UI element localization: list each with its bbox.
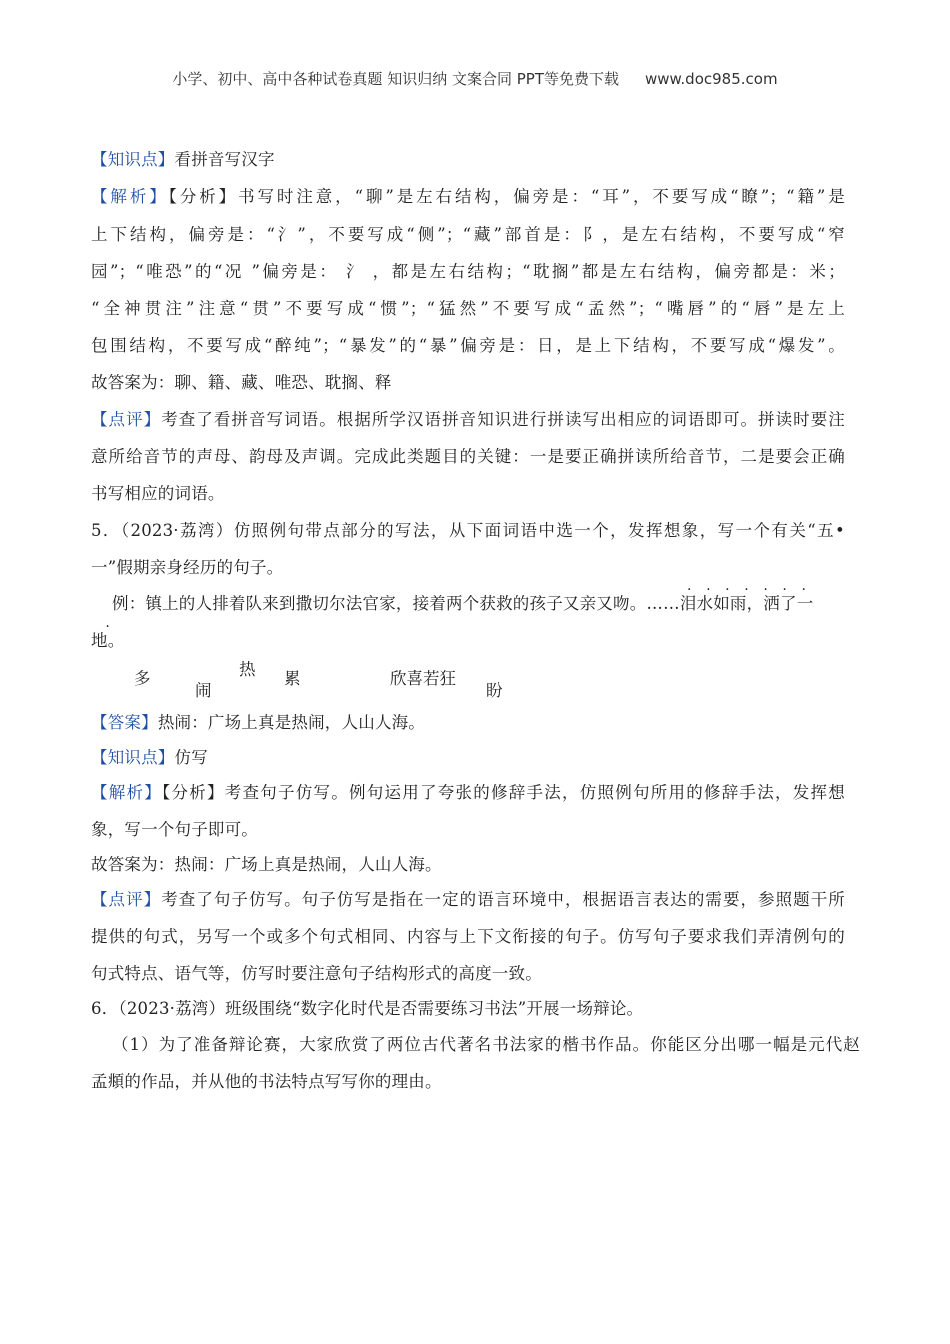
q4-comment-line: 书写相应的词语。: [91, 484, 225, 503]
comment-tag: 【点评】: [91, 410, 162, 429]
q5-comment-line: 提供的句式，另写一个或多个句式相同、内容与上下文衔接的句子。仿写句子要求我们弄清例句的: [91, 927, 845, 946]
q4-knowledge-line: [91, 146, 275, 170]
q6-sub-line: 孟頫的作品，并从他的书法特点写写你的理由。: [91, 1072, 442, 1091]
q4-analysis-line: [91, 183, 845, 207]
analysis-text: 书写时注意，“聊”是左右结构，偏旁是：“耳”，不要写成“瞭”；“籍”是: [238, 187, 845, 206]
analysis-sub: 【分析】: [162, 783, 225, 802]
knowledge-text: 仿写: [174, 748, 208, 767]
word-option: 累: [284, 669, 301, 688]
q5-example-end: [91, 615, 125, 651]
header-url[interactable]: www.doc985.com: [644, 70, 778, 88]
q5-final-answer: 故答案为：热闹：广场上真是热闹，人山人海。: [91, 855, 442, 874]
example-dotted-text: 泪水如雨，洒了一: [679, 594, 814, 613]
comment-text: 考查了看拼音写词语。根据所学汉语拼音知识进行拼读写出相应的词语即可。拼读时要注: [161, 410, 845, 429]
q6-stem: 6．（2023·荔湾）班级围绕“数字化时代是否需要练习书法”开展一场辩论。: [91, 999, 644, 1018]
q4-analysis-line: 上下结构，偏旁是：“氵”，不要写成“侧”；“藏”部首是：阝，是左右结构，不要写成“窄: [91, 225, 845, 244]
example-dotted: [679, 578, 814, 613]
q5-comment-line: [91, 886, 845, 910]
q6-sub-line: （1）为了准备辩论赛，大家欣赏了两位古代著名书法家的楷书作品。你能区分出哪一幅是元代赵: [112, 1035, 860, 1054]
q5-stem-line: 一”假期亲身经历的句子。: [91, 558, 284, 577]
answer-text: 热闹：广场上真是热闹，人山人海。: [157, 713, 426, 732]
q4-analysis-line: 园”；“唯恐”的“况 ”偏旁是： 氵 ，都是左右结构；“耽搁”都是左右结构，偏旁都是：米；: [91, 262, 845, 281]
q5-answer-line: [91, 709, 425, 733]
q5-analysis-line: 象，写一个句子即可。: [91, 820, 258, 839]
q4-comment-line: [91, 406, 845, 430]
word-option: 热: [239, 660, 256, 679]
q5-knowledge-line: [91, 744, 208, 768]
word-option: 欣喜若狂: [390, 669, 456, 688]
knowledge-tag: 【知识点】: [91, 748, 175, 767]
comment-tag: 【点评】: [91, 890, 162, 909]
word-option: 闹: [195, 681, 212, 700]
q5-example-line: [112, 578, 814, 614]
q5-stem-line: 5．（2023·荔湾）仿照例句带点部分的写法，从下面词语中选一个，发挥想象，写一个有关“五•: [91, 521, 845, 540]
q5-analysis-line: [91, 779, 845, 803]
header-title: 小学、初中、高中各种试卷真题 知识归纳 文案合同 PPT等免费下载: [172, 70, 619, 88]
analysis-tag: 【解析】: [91, 187, 169, 206]
analysis-sub: 【分析】: [168, 187, 239, 206]
knowledge-text: 看拼音写汉字: [174, 150, 275, 169]
emphasis-dots: .: [105, 615, 111, 631]
comment-text: 考查了句子仿写。句子仿写是指在一定的语言环境中，根据语言表达的需要，参照题干所: [161, 890, 845, 909]
q4-analysis-line: “全神贯注”注意“贯”不要写成“惯”；“猛然”不要写成“孟然”；“嘴唇”的“唇”是左上: [91, 299, 845, 318]
word-option: 盼: [486, 681, 503, 700]
example-prefix: 例：镇上的人排着队来到撒切尔法官家，接着两个获救的孩子又亲又吻。……: [112, 594, 680, 613]
q4-analysis-line: 包围结构，不要写成“醉纯”；“暴发”的“暴”偏旁是：日，是上下结构，不要写成“爆发”。: [91, 336, 845, 355]
q4-answer: 故答案为：聊、籍、藏、唯恐、耽搁、释: [91, 373, 392, 392]
word-option: 多: [134, 669, 151, 688]
knowledge-tag: 【知识点】: [91, 150, 175, 169]
answer-tag: 【答案】: [91, 713, 158, 732]
page-header: [0, 68, 950, 89]
q4-comment-line: 意所给音节的声母、韵母及声调。完成此类题目的关键：一是要正确拼读所给音节，二是要会正确: [91, 447, 845, 466]
emphasis-dots: . . . . . . .: [687, 578, 807, 594]
example-dotted-end: [91, 615, 125, 650]
q5-comment-line: 句式特点、语气等，仿写时要注意句子结构形式的高度一致。: [91, 964, 542, 983]
analysis-tag: 【解析】: [91, 783, 163, 802]
analysis-text: 考查句子仿写。例句运用了夸张的修辞手法，仿照例句所用的修辞手法，发挥想: [224, 783, 846, 802]
example-end-text: 地。: [91, 631, 125, 650]
